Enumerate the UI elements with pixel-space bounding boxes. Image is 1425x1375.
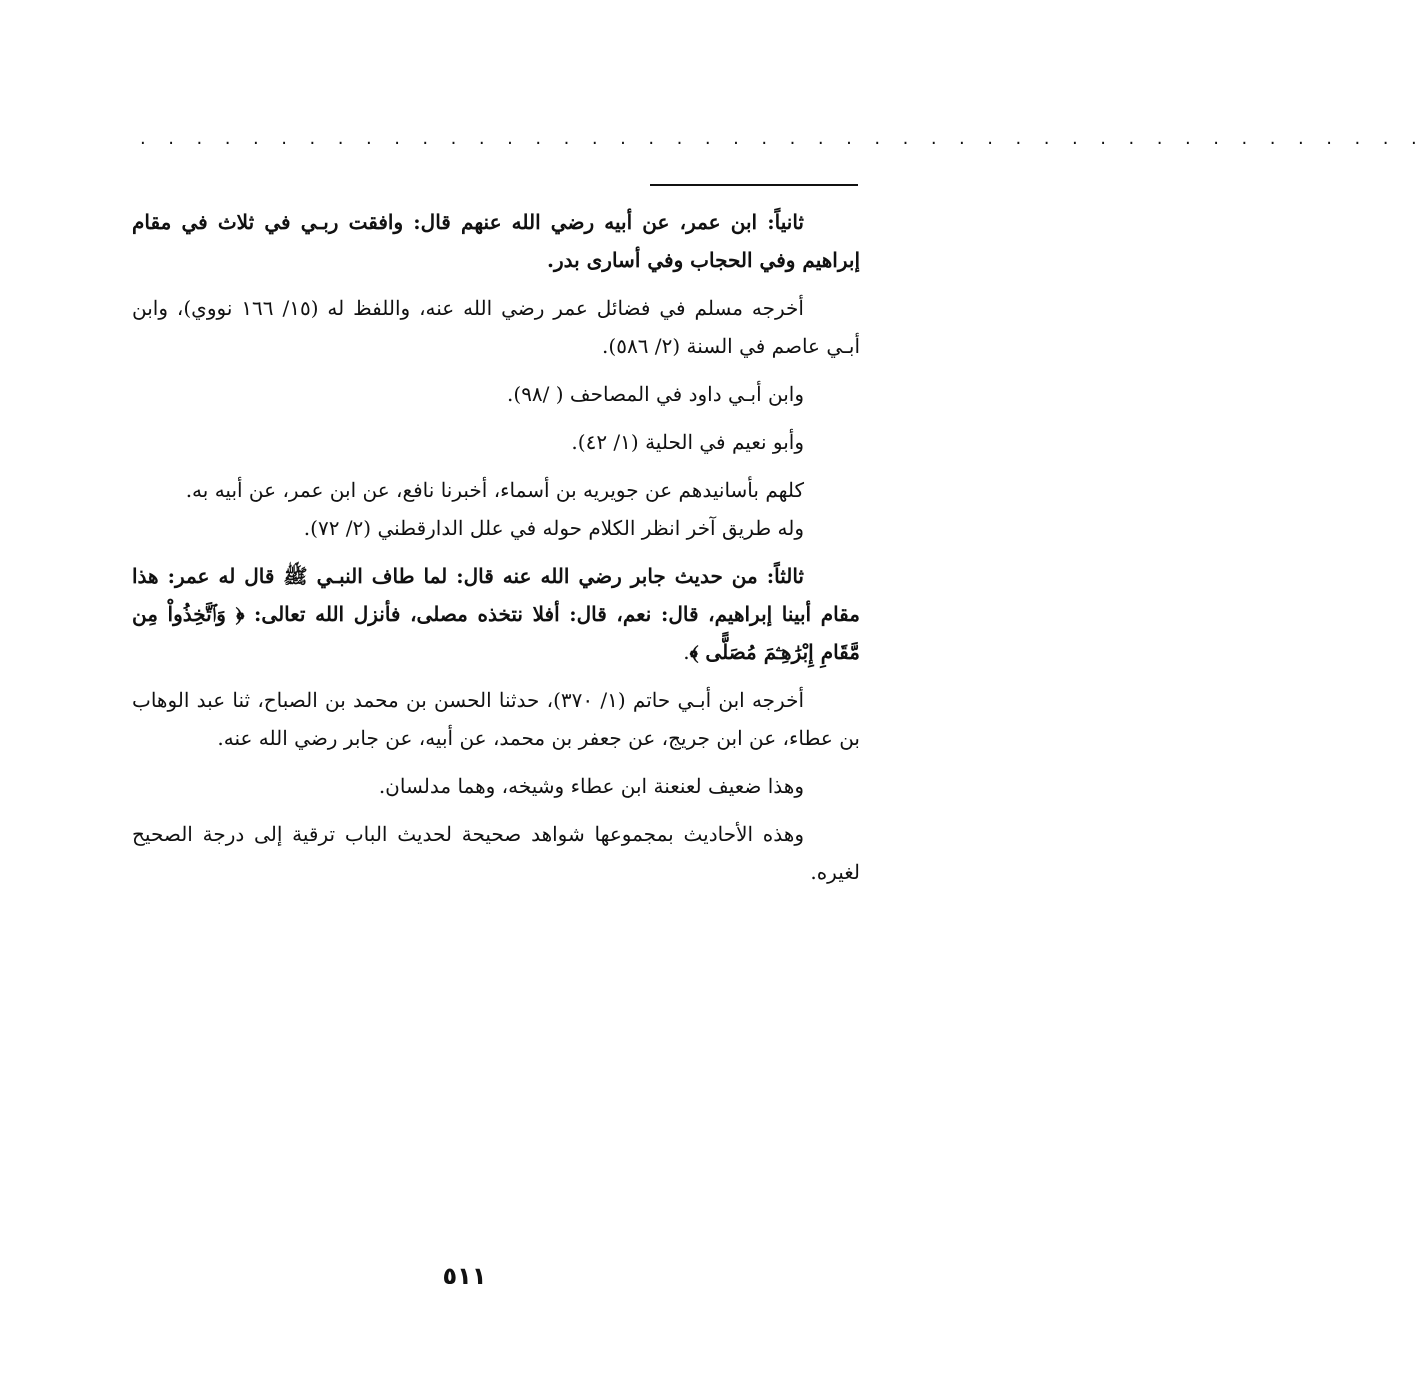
paragraph-ibn-abi-dawud: وابن أبـي داود في المصاحف ( /٩٨). [507, 382, 804, 406]
verse-end-period: . [683, 640, 690, 664]
paragraph-weak-ruling: وهذا ضعيف لعنعنة ابن عطاء وشيخه، وهما مدلسان. [378, 774, 804, 798]
paragraph-ibn-abi-hatim: أخرجه ابن أبـي حاتم (١/ ٣٧٠)، حدثنا الحسن بن محمد بن الصباح، ثنا عبد الوهاب بن عطاء، عن ابن جريج، عن جعفر بن محمد، عن أبيه، عن جابر رضي الله عنه. [132, 688, 860, 750]
footnote-separator-dots: . . . . . . . . . . . . . . . . . . . . . . . . . . . . . . . . . . . . . . . . . . . . . . [140, 128, 1425, 149]
page-number: ٥١١ [442, 1262, 487, 1290]
paragraph-secondly [132, 203, 860, 279]
page-body [132, 203, 860, 901]
hadith-jabir: من حديث جابر رضي الله عنه قال: لما طاف النبـي ﷺ قال له عمر: هذا مقام أبينا إبراهيم، قال: نعم، قال: أفلا نتخذه مصلى، فأنزل الله تعالى: [132, 564, 861, 626]
label-secondly: ثانياً: [767, 210, 804, 234]
label-thirdly: ثالثاً: [766, 564, 804, 588]
paragraph-thirdly [132, 557, 860, 671]
footnote-rule [650, 184, 858, 186]
paragraph-conclusion: وهذه الأحاديث بمجموعها شواهد صحيحة لحديث الباب ترقية إلى درجة الصحيح لغيره. [132, 822, 860, 884]
quran-verse: ﴿ وَٱتَّخِذُواْ مِن مَّقَامِ إِبْرَٰهِـۧمَ مُصَلًّى ﴾ [132, 602, 860, 664]
hadith-ibn-umar: ابن عمر، عن أبيه رضي الله عنهم قال: وافقت ربـي في ثلاث في مقام إبراهيم وفي الحجاب وفي أسارى بدر. [132, 210, 860, 272]
paragraph-abu-nuaym: وأبو نعيم في الحلية (١/ ٤٢). [571, 430, 804, 454]
paragraph-chains: كلهم بأسانيدهم عن جويريه بن أسماء، أخبرنا نافع، عن ابن عمر، عن أبيه به. [185, 478, 804, 502]
paragraph-other-route: وله طريق آخر انظر الكلام حوله في علل الدارقطني (٢/ ٧٢). [303, 516, 804, 540]
paragraph-muslim-takhrij: أخرجه مسلم في فضائل عمر رضي الله عنه، واللفظ له (١٥/ ١٦٦ نووي)، وابن أبـي عاصم في السنة (٢/ ٥٨٦). [132, 296, 860, 358]
